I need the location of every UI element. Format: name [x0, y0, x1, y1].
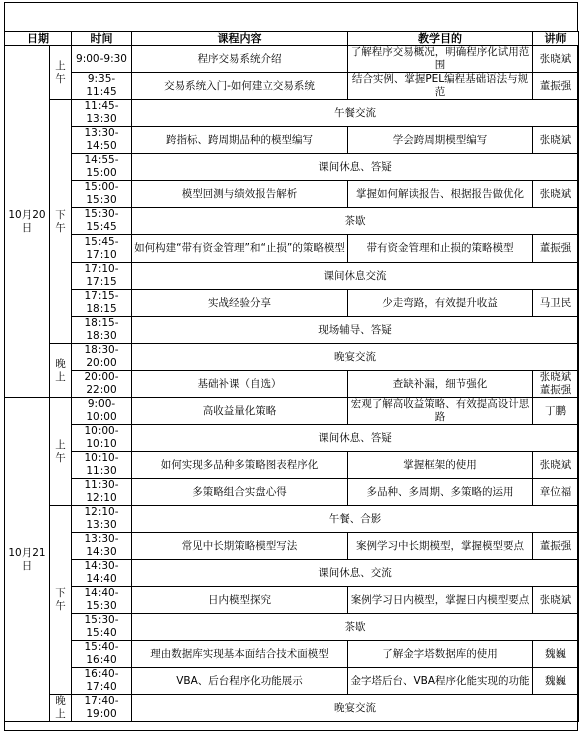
time-slot: 9:00-10:00 [72, 398, 132, 425]
course-content: 日内模型探究 [132, 587, 348, 614]
break-activity: 午餐、合影 [132, 506, 579, 533]
teaching-goal: 案例学习日内模型，掌握日内模型要点 [348, 587, 533, 614]
course-content: 如何构建“带有资金管理”和“止损”的策略模型 [132, 235, 348, 263]
schedule-row [5, 181, 579, 208]
period-label: 晚上 [50, 344, 72, 398]
time-slot: 18:15-18:30 [72, 317, 132, 344]
time-slot: 17:40-19:00 [72, 695, 132, 722]
schedule-row [5, 235, 579, 263]
time-slot: 15:45-17:10 [72, 235, 132, 263]
period-label: 上午 [50, 398, 72, 506]
schedule-table [4, 31, 579, 722]
teaching-goal: 案例学习中长期模型，掌握模型要点 [348, 533, 533, 560]
schedule-row [5, 560, 579, 587]
period-label: 晚上 [50, 695, 72, 722]
schedule-row [5, 290, 579, 317]
teaching-goal: 了解金字塔数据库的使用 [348, 641, 533, 668]
break-activity: 课间休息、答疑 [132, 154, 579, 181]
teacher-name: 董振强 [533, 73, 579, 100]
teaching-goal: 宏观了解高收益策略、有效提高设计思路 [348, 398, 533, 425]
time-slot: 15:00-15:30 [72, 181, 132, 208]
teaching-goal: 带有资金管理和止损的策略模型 [348, 235, 533, 263]
schedule-row [5, 533, 579, 560]
schedule-row [5, 506, 579, 533]
time-slot: 18:30-20:00 [72, 344, 132, 371]
day-date: 10月21日 [5, 398, 50, 722]
schedule-row [5, 425, 579, 452]
break-activity: 午餐交流 [132, 100, 579, 127]
time-slot: 11:30-12:10 [72, 479, 132, 506]
time-slot: 16:40-17:40 [72, 668, 132, 695]
schedule-row [5, 100, 579, 127]
teaching-goal: 掌握框架的使用 [348, 452, 533, 479]
time-slot: 15:30-15:40 [72, 614, 132, 641]
teacher-name: 丁鹏 [533, 398, 579, 425]
schedule-row [5, 208, 579, 235]
teaching-goal: 多品种、多周期、多策略的运用 [348, 479, 533, 506]
teacher-name: 董振强 [533, 533, 579, 560]
teacher-name: 张晓斌 [533, 46, 579, 73]
teacher-name: 章位福 [533, 479, 579, 506]
period-label: 上午 [50, 46, 72, 100]
schedule-row [5, 614, 579, 641]
schedule-row [5, 263, 579, 290]
time-slot: 14:40-15:30 [72, 587, 132, 614]
schedule-body [5, 46, 579, 722]
schedule-row [5, 668, 579, 695]
header-date: 日期 [5, 32, 72, 46]
time-slot: 15:40-16:40 [72, 641, 132, 668]
course-content: 实战经验分享 [132, 290, 348, 317]
break-activity: 现场辅导、答疑 [132, 317, 579, 344]
schedule-row [5, 344, 579, 371]
time-slot: 12:10-13:30 [72, 506, 132, 533]
schedule-row [5, 371, 579, 398]
time-slot: 15:30-15:45 [72, 208, 132, 235]
break-activity: 晚宴交流 [132, 344, 579, 371]
header-time: 时间 [72, 32, 132, 46]
course-content: 理由数据库实现基本面结合技术面模型 [132, 641, 348, 668]
schedule-row [5, 587, 579, 614]
time-slot: 13:30-14:30 [72, 533, 132, 560]
teaching-goal: 查缺补漏，细节强化 [348, 371, 533, 398]
time-slot: 20:00-22:00 [72, 371, 132, 398]
teacher-name: 张晓斌 [533, 127, 579, 154]
course-content: 基础补课（自选） [132, 371, 348, 398]
schedule-row [5, 479, 579, 506]
course-content: 常见中长期策略模型写法 [132, 533, 348, 560]
time-slot: 10:10-11:30 [72, 452, 132, 479]
break-activity: 课间休息、交流 [132, 560, 579, 587]
course-content: 多策略组合实盘心得 [132, 479, 348, 506]
schedule-row [5, 398, 579, 425]
break-activity: 课间休息交流 [132, 263, 579, 290]
course-content: 高收益量化策略 [132, 398, 348, 425]
course-content: 交易系统入门-如何建立交易系统 [132, 73, 348, 100]
schedule-row [5, 641, 579, 668]
course-content: 模型回测与绩效报告解析 [132, 181, 348, 208]
time-slot: 13:30-14:50 [72, 127, 132, 154]
header-content: 课程内容 [132, 32, 348, 46]
schedule-row [5, 73, 579, 100]
course-content: 跨指标、跨周期品种的模型编写 [132, 127, 348, 154]
course-content: 如何实现多品种多策略图表程序化 [132, 452, 348, 479]
schedule-row [5, 695, 579, 722]
teaching-goal: 结合实例、掌握PEL编程基础语法与规范 [348, 73, 533, 100]
teacher-name: 魏巍 [533, 668, 579, 695]
header-goal: 教学目的 [348, 32, 533, 46]
time-slot: 9:35-11:45 [72, 73, 132, 100]
period-label: 下午 [50, 506, 72, 695]
schedule-row [5, 452, 579, 479]
time-slot: 14:30-14:40 [72, 560, 132, 587]
schedule-row [5, 46, 579, 73]
teacher-name: 张晓斌 董振强 [533, 371, 579, 398]
teacher-name: 张晓斌 [533, 181, 579, 208]
teacher-name: 魏巍 [533, 641, 579, 668]
break-activity: 课间休息、答疑 [132, 425, 579, 452]
schedule-row [5, 127, 579, 154]
teacher-name: 张晓斌 [533, 587, 579, 614]
time-slot: 17:15-18:15 [72, 290, 132, 317]
schedule-row [5, 154, 579, 181]
time-slot: 9:00-9:30 [72, 46, 132, 73]
teaching-goal: 金字塔后台、VBA程序化能实现的功能 [348, 668, 533, 695]
schedule-row [5, 317, 579, 344]
time-slot: 17:10-17:15 [72, 263, 132, 290]
header-row [5, 32, 579, 46]
course-content: 程序交易系统介绍 [132, 46, 348, 73]
break-activity: 晚宴交流 [132, 695, 579, 722]
time-slot: 14:55-15:00 [72, 154, 132, 181]
course-content: VBA、后台程序化功能展示 [132, 668, 348, 695]
teacher-name: 董振强 [533, 235, 579, 263]
teaching-goal: 少走弯路，有效提升收益 [348, 290, 533, 317]
break-activity: 茶歇 [132, 614, 579, 641]
teacher-name: 张晓斌 [533, 452, 579, 479]
header-teacher: 讲师 [533, 32, 579, 46]
teacher-name: 马卫民 [533, 290, 579, 317]
period-label: 下午 [50, 100, 72, 344]
teaching-goal: 学会跨周期模型编写 [348, 127, 533, 154]
teaching-goal: 了解程序交易概况，明确程序化试用范围 [348, 46, 533, 73]
time-slot: 10:00-10:10 [72, 425, 132, 452]
day-date: 10月20日 [5, 46, 50, 398]
break-activity: 茶歇 [132, 208, 579, 235]
time-slot: 11:45-13:30 [72, 100, 132, 127]
teaching-goal: 掌握如何解读报告、根据报告做优化 [348, 181, 533, 208]
